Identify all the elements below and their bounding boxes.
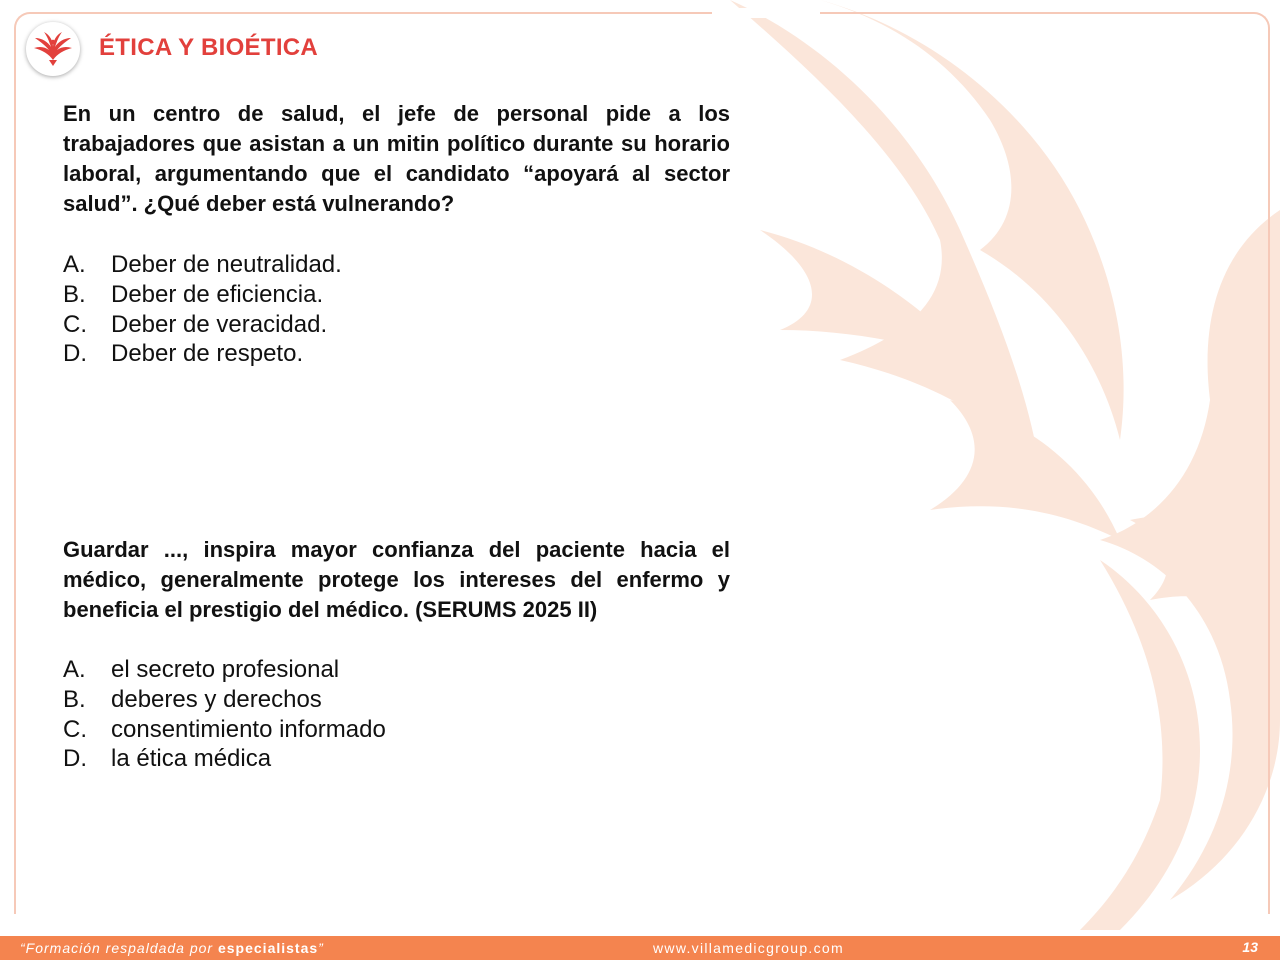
option-letter: B. xyxy=(63,280,86,308)
option-text: deberes y derechos xyxy=(111,685,322,713)
option-d xyxy=(63,339,342,369)
page-number: 13 xyxy=(1242,939,1258,955)
option-c xyxy=(63,310,342,340)
option-c xyxy=(63,715,386,745)
page-title: ÉTICA Y BIOÉTICA xyxy=(99,34,319,61)
frame-gap xyxy=(712,8,820,18)
option-a xyxy=(63,250,342,280)
option-b xyxy=(63,280,342,310)
option-b xyxy=(63,685,386,715)
option-letter: C. xyxy=(63,715,87,743)
footer-website-link[interactable]: www.villamedicgroup.com xyxy=(653,940,844,956)
option-letter: D. xyxy=(63,340,87,368)
option-letter: A. xyxy=(63,251,86,278)
option-a xyxy=(63,655,386,685)
question-2-text: Guardar ..., inspira mayor confianza del paciente hacia el médico, generalmente protege los intereses del enfermo y beneficia el prestigio del médico. (SERUMS 2025 II) xyxy=(63,537,730,622)
option-letter: D. xyxy=(63,745,87,773)
option-text: Deber de eficiencia. xyxy=(111,280,324,308)
option-text: el secreto profesional xyxy=(111,656,340,683)
option-letter: C. xyxy=(63,310,87,338)
footer-bar xyxy=(0,936,1280,960)
option-text: la ética médica xyxy=(111,745,272,773)
option-text: Deber de veracidad. xyxy=(111,310,328,338)
question-1-options xyxy=(63,250,342,369)
option-text: Deber de respeto. xyxy=(111,340,304,368)
option-text: consentimiento informado xyxy=(111,715,386,743)
slogan-start: “Formación respaldada por xyxy=(20,940,218,956)
question-2-options xyxy=(63,655,386,774)
option-text: Deber de neutralidad. xyxy=(111,251,342,278)
question-1-text: En un centro de salud, el jefe de personal pide a los trabajadores que asistan a un mitin político durante su horario laboral, argumentando que el candidato “apoyará al sector salud”. ¿Qué deber está vulnerando? xyxy=(63,101,730,216)
slogan-bold: especialistas xyxy=(217,940,319,956)
option-letter: B. xyxy=(63,685,86,713)
slogan-end: ” xyxy=(318,940,324,956)
option-d xyxy=(63,744,386,774)
phoenix-logo-icon xyxy=(26,22,80,76)
footer-slogan xyxy=(20,940,324,956)
option-letter: A. xyxy=(63,656,86,683)
